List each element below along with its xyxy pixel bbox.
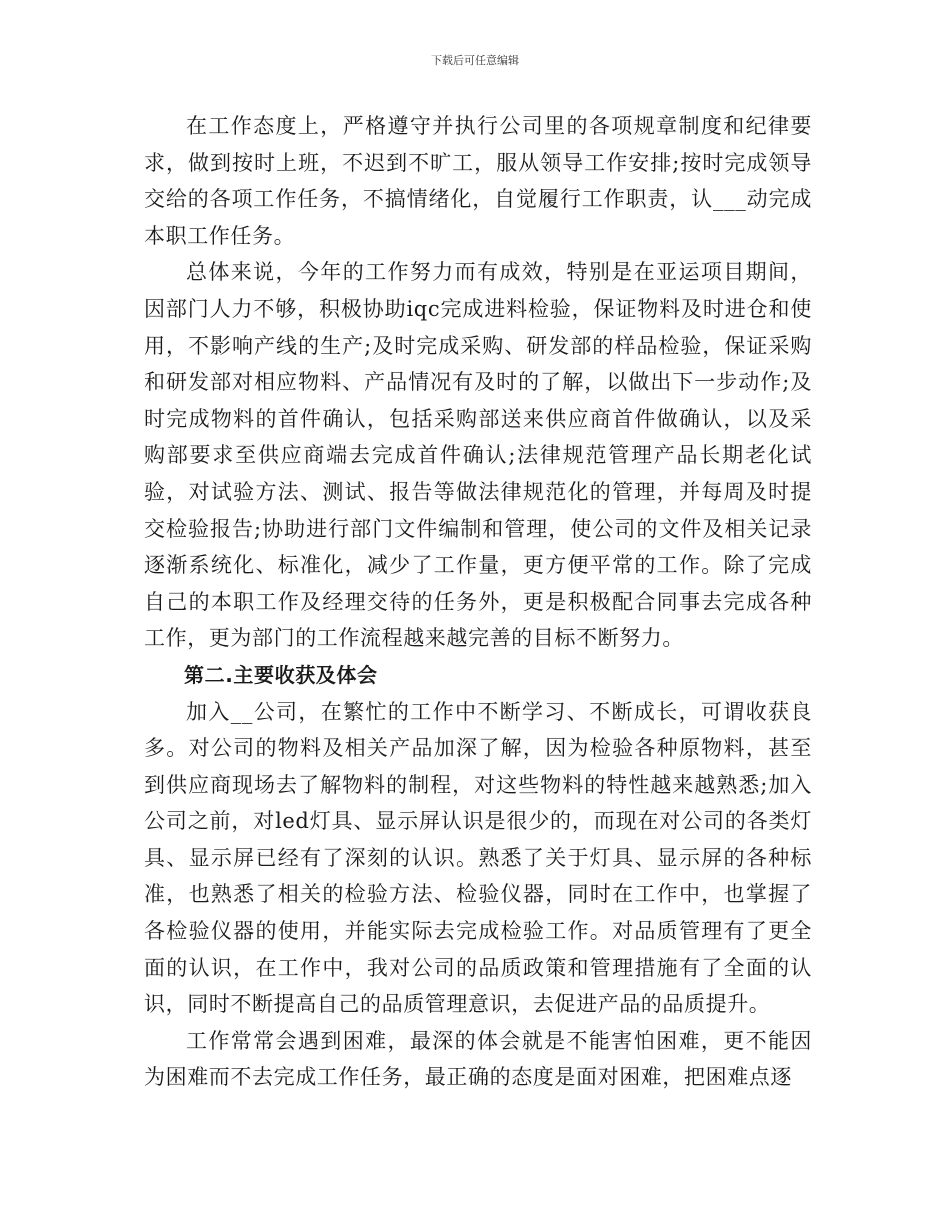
paragraph-work-attitude: 在工作态度上，严格遵守并执行公司里的各项规章制度和纪律要求，做到按时上班，不迟到不旷工，服从领导工作安排;按时完成领导交给的各项工作任务，不搞情绪化，自觉履行工作职责，认___动完成本职工作任务。 [144, 114, 812, 248]
page-header: 下载后可任意编辑 [431, 54, 519, 67]
paragraph-overall-summary: 总体来说，今年的工作努力而有成效，特别是在亚运项目期间，因部门人力不够，积极协助iqc完成进料检验，保证物料及时进仓和使用，不影响产线的生产;及时完成采购、研发部的样品检验，保证采购和研发部对相应物料、产品情况有及时的了解，以做出下一步动作;及时完成物料的首件确认，包括采购部送来供应商首件做确认，以及采购部要求至供应商端去完成首件确认;法律规范管理产品长期老化试验，对试验方法、测试、报告等做法律规范化的管理，并每周及时提交检验报告;协助进行部门文件编制和管理，使公司的文件及相关记录逐渐系统化、标准化，减少了工作量，更方便平常的工作。除了完成自己的本职工作及经理交待的任务外，更是积极配合同事去完成各种工作，更为部门的工作流程越来越完善的目标不断努力。 [144, 260, 812, 651]
document-body [144, 108, 812, 1096]
paragraph-gains: 加入__公司，在繁忙的工作中不断学习、不断成长，可谓收获良多。对公司的物料及相关产品加深了解，因为检验各种原物料，甚至到供应商现场去了解物料的制程，对这些物料的特性越来越熟悉;加入公司之前，对led灯具、显示屏认识是很少的，而现在对公司的各类灯具、显示屏已经有了深刻的认识。熟悉了关于灯具、显示屏的各种标准，也熟悉了相关的检验方法、检验仪器，同时在工作中，也掌握了各检验仪器的使用，并能实际去完成检验工作。对品质管理有了更全面的认识，在工作中，我对公司的品质政策和管理措施有了全面的认识，同时不断提高自己的品质管理意识，去促进产品的品质提升。 [144, 699, 812, 1017]
paragraph-difficulties: 工作常常会遇到困难，最深的体会就是不能害怕困难，更不能因为困难而不去完成工作任务，最正确的态度是面对困难，把困难点逐 [144, 1028, 812, 1090]
section-heading: 第二.主要收获及体会 [184, 662, 378, 687]
